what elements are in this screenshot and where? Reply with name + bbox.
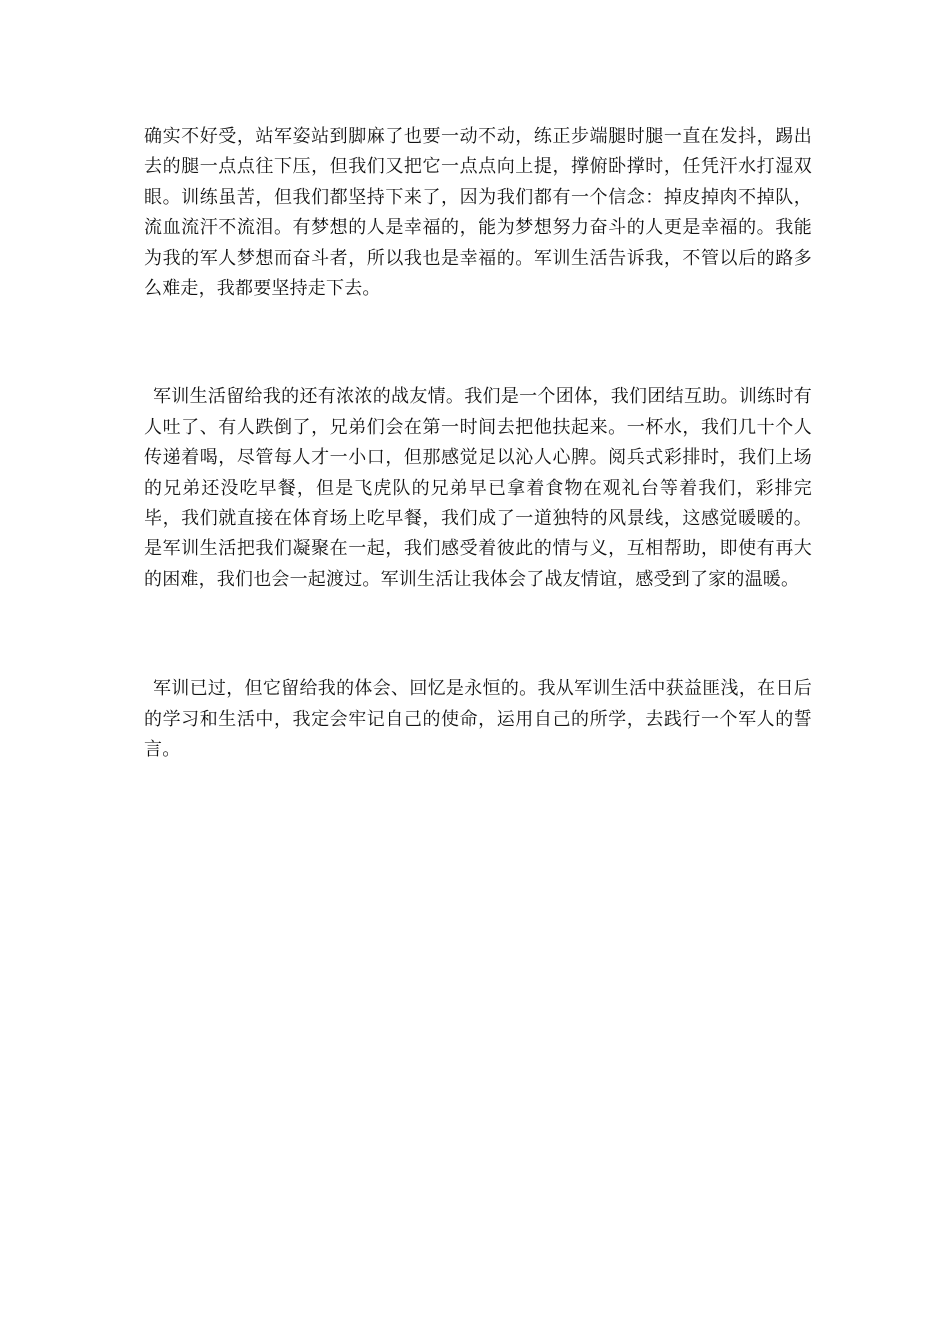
paragraph-3: 军训已过，但它留给我的体会、回忆是永恒的。我从军训生活中获益匪浅，在日后的学习和生活中，我定会牢记自己的使命，运用自己的所学，去践行一个军人的誓言。 [144, 678, 812, 761]
document-body [144, 122, 812, 766]
paragraph-1: 确实不好受，站军姿站到脚麻了也要一动不动，练正步端腿时腿一直在发抖，踢出去的腿一点点往下压，但我们又把它一点点向上提，撑俯卧撑时，任凭汗水打湿双眼。训练虽苦，但我们都坚持下来了，因为我们都有一个信念：掉皮掉肉不掉队，流血流汗不流泪。有梦想的人是幸福的，能为梦想努力奋斗的人更是幸福的。我能为我的军人梦想而奋斗者，所以我也是幸福的。军训生活告诉我，不管以后的路多么难走，我都要坚持走下去。 [144, 126, 812, 300]
paragraph-2: 军训生活留给我的还有浓浓的战友情。我们是一个团体，我们团结互助。训练时有人吐了、有人跌倒了，兄弟们会在第一时间去把他扶起来。一杯水，我们几十个人传递着喝，尽管每人才一小口，但那感觉足以沁人心脾。阅兵式彩排时，我们上场的兄弟还没吃早餐，但是飞虎队的兄弟早已拿着食物在观礼台等着我们，彩排完毕，我们就直接在体育场上吃早餐，我们成了一道独特的风景线，这感觉暖暖的。是军训生活把我们凝聚在一起，我们感受着彼此的情与义，互相帮助，即使有再大的困难，我们也会一起渡过。军训生活让我体会了战友情谊，感受到了家的温暖。 [144, 386, 812, 590]
